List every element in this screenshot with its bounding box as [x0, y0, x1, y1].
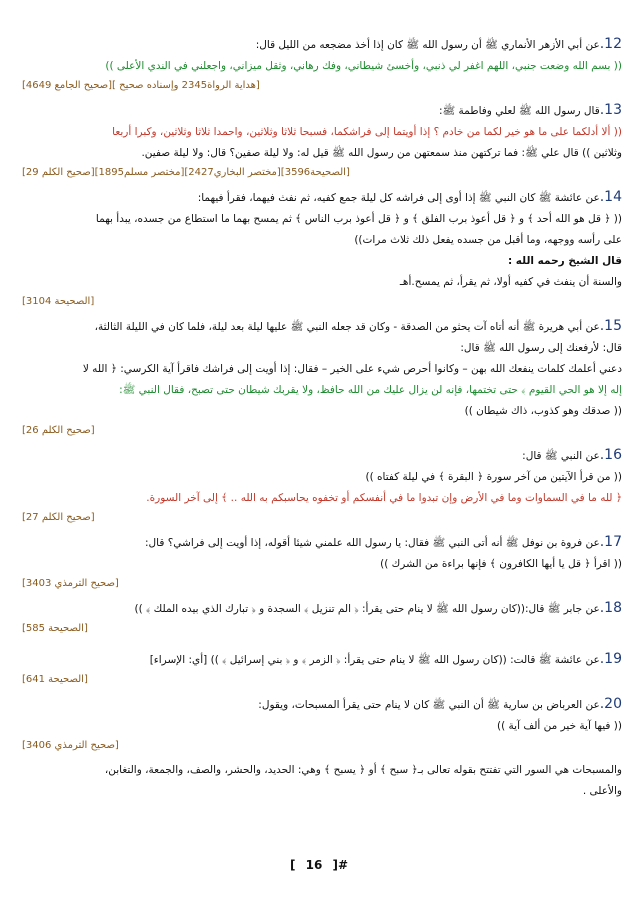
- hadith-20-intro: 20.عن العرباض بن سارية ﷺ أن النبي ﷺ كان لا ينام حتى يقرأ المسبحات، ويقول:: [258, 696, 622, 712]
- page-footer: [0, 858, 638, 872]
- hadith-number: 19.: [599, 651, 622, 667]
- hadith-number: 17.: [599, 534, 622, 550]
- hadith-16: [22, 445, 622, 527]
- hadith-15-text-3: إله إلا هو الحي القيوم ﴾ حتى تختمها، فإنه لن يزال عليك من الله حافظ، ولا يقربك شيطان حتى تصبح، فقال النبي ﷺ:: [119, 384, 622, 396]
- hadith-15-text: قال: لأرفعنك إلى رسول الله ﷺ قال:: [460, 342, 622, 354]
- hadith-13: [22, 100, 622, 182]
- hadith-14: [22, 187, 622, 311]
- sheikh-comment-label: قال الشيخ رحمه الله :: [507, 255, 622, 267]
- hadith-16-intro: 16.عن النبي ﷺ قال:: [522, 447, 622, 463]
- hadith-19-source: [الصحيحة 641]: [22, 674, 88, 685]
- hadith-18-intro: 18.عن جابر ﷺ قال:((كان رسول الله ﷺ لا ينام حتى يقرأ: ﴿ الم تنزيل ﴾ السجدة و ﴿ تبارك الذي بيده الملك ﴾ )): [134, 600, 622, 616]
- musabbihat-note: والمسبحات هي السور التي تفتتح بقوله تعالى بـ﴿ سبح ﴾ أو ﴿ يسبح ﴾ وهي: الحديد، والحشر، والصف، والجمعة، والتغابن،: [104, 764, 622, 776]
- hadith-number: 14.: [599, 189, 622, 205]
- hadith-17-text: (( اقرأ ﴿ قل يا أيها الكافرون ﴾ فإنها براءة من الشرك )): [380, 558, 622, 570]
- hadith-16-source: [صحيح الكلم 27]: [22, 512, 95, 523]
- hadith-13-text: (( ألا أدلكما على ما هو خير لكما من خادم ؟ إذا أويتما إلى فراشكما، فسبحا ثلاثا وثلاثين، واحمدا ثلاثا وثلاثين، وكبرا أربعا: [112, 126, 622, 138]
- hadith-20: [22, 694, 622, 802]
- hadith-18-source: [الصحيحة 585]: [22, 623, 88, 634]
- hadith-number: 15.: [599, 318, 622, 334]
- hadith-12-intro: 12.عن أبي الأزهر الأنماري ﷺ أن رسول الله ﷺ كان إذا أخذ مضجعه من الليل قال:: [255, 36, 622, 52]
- hadith-14-source: [الصحيحة 3104]: [22, 296, 95, 307]
- musabbihat-note-cont: والأعلى .: [582, 785, 622, 797]
- hadith-18: [22, 598, 622, 638]
- hadith-19: [22, 649, 622, 689]
- hadith-15-text-4: (( صدقك وهو كذوب، ذاك شيطان )): [464, 405, 622, 417]
- hadith-number: 20.: [599, 696, 622, 712]
- page-content: [22, 34, 622, 802]
- hadith-20-source: [صحيح الترمذي 3406]: [22, 740, 119, 751]
- hadith-16-text: (( من قرأ الآيتين من آخر سورة ﴿ البقرة ﴾ في ليلة كفتاه )): [365, 471, 622, 483]
- hadith-20-text: (( فيها آية خير من ألف آية )): [497, 720, 622, 732]
- hadith-12: [22, 34, 622, 95]
- hadith-13-intro: 13.قال رسول الله ﷺ لعلي وفاطمة ﷺ:: [438, 102, 622, 118]
- hadith-number: 16.: [599, 447, 622, 463]
- page-number: 16: [305, 858, 323, 872]
- hadith-15-intro: 15.عن أبي هريرة ﷺ أنه أتاه آت يحثو من الصدقة - وكان قد جعله النبي ﷺ عليها ليلة بعد ليلة، فلما كان في الليلة الثالثة،: [94, 318, 622, 334]
- sheikh-comment: والسنة أن ينفث في كفيه أولا، ثم يقرأ، ثم يمسح.أهـ: [399, 276, 622, 288]
- hadith-14-text-cont: على رأسه ووجهه، وما أقبل من جسده يفعل ذلك ثلاث مرات)): [354, 234, 622, 246]
- hadith-17: [22, 532, 622, 593]
- hadith-14-intro: 14.عن عائشة ﷺ كان النبي ﷺ إذا أوى إلى فراشه كل ليلة جمع كفيه، ثم نفث فيهما، فقرأ فيهما:: [197, 189, 622, 205]
- footer-bracket-open: [: [289, 858, 296, 872]
- hadith-15-source: [صحيح الكلم 26]: [22, 425, 95, 436]
- hadith-13-source: [الصحيحة3596][مختصر البخاري2427][مختصر مسلم1895][صحيح الكلم 29]: [22, 167, 350, 178]
- hadith-14-text: (( ﴿ قل هو الله أحد ﴾ و ﴿ قل أعوذ برب الفلق ﴾ و ﴿ قل أعوذ برب الناس ﴾ ثم يمسح بهما ما استطاع من جسده، يبدأ بهما: [95, 213, 622, 225]
- hadith-number: 18.: [599, 600, 622, 616]
- hadith-number: 12.: [599, 36, 622, 52]
- hadith-15: [22, 316, 622, 440]
- hadith-16-text-cont: ﴿ لله ما في السماوات وما في الأرض وإن تبدوا ما في أنفسكم أو تخفوه يحاسبكم به الله .. ﴾ إلى آخر السورة.: [146, 492, 622, 504]
- footer-bracket-close: ]#: [332, 858, 349, 872]
- hadith-13-text-cont: وثلاثين )) قال علي ﷺ: فما تركتهن منذ سمعتهن من رسول الله ﷺ قيل له: ولا ليلة صفين؟ قال: ولا ليلة صفين.: [141, 147, 622, 159]
- hadith-19-intro: 19.عن عائشة ﷺ قالت: ((كان رسول الله ﷺ لا ينام حتى يقرأ: ﴿ الزمر ﴾ و ﴿ بني إسرائيل ﴾ )) [أي: الإسراء]: [149, 651, 622, 667]
- hadith-12-text: (( بسم الله وضعت جنبي، اللهم اغفر لي ذنبي، وأخسئ شيطاني، وفك رهاني، وثقل ميزاني، واجعلني في الندي الأعلى )): [105, 60, 622, 72]
- hadith-17-intro: 17.عن فروة بن نوفل ﷺ أنه أتى النبي ﷺ فقال: يا رسول الله علمني شيئا أقوله، إذا أويت إلى فراشي؟ قال:: [145, 534, 622, 550]
- hadith-15-text-2: دعني أعلمك كلمات ينفعك الله بهن – وكانوا أحرص شيء على الخير – فقال: إذا أويت إلى فراشك فاقرأ آية الكرسي: ﴿ الله لا: [82, 363, 622, 375]
- hadith-17-source: [صحيح الترمذي 3403]: [22, 578, 119, 589]
- hadith-12-source: [هداية الرواة2345 وإسناده صحيح ][صحيح الجامع 4649]: [22, 80, 260, 91]
- hadith-number: 13.: [599, 102, 622, 118]
